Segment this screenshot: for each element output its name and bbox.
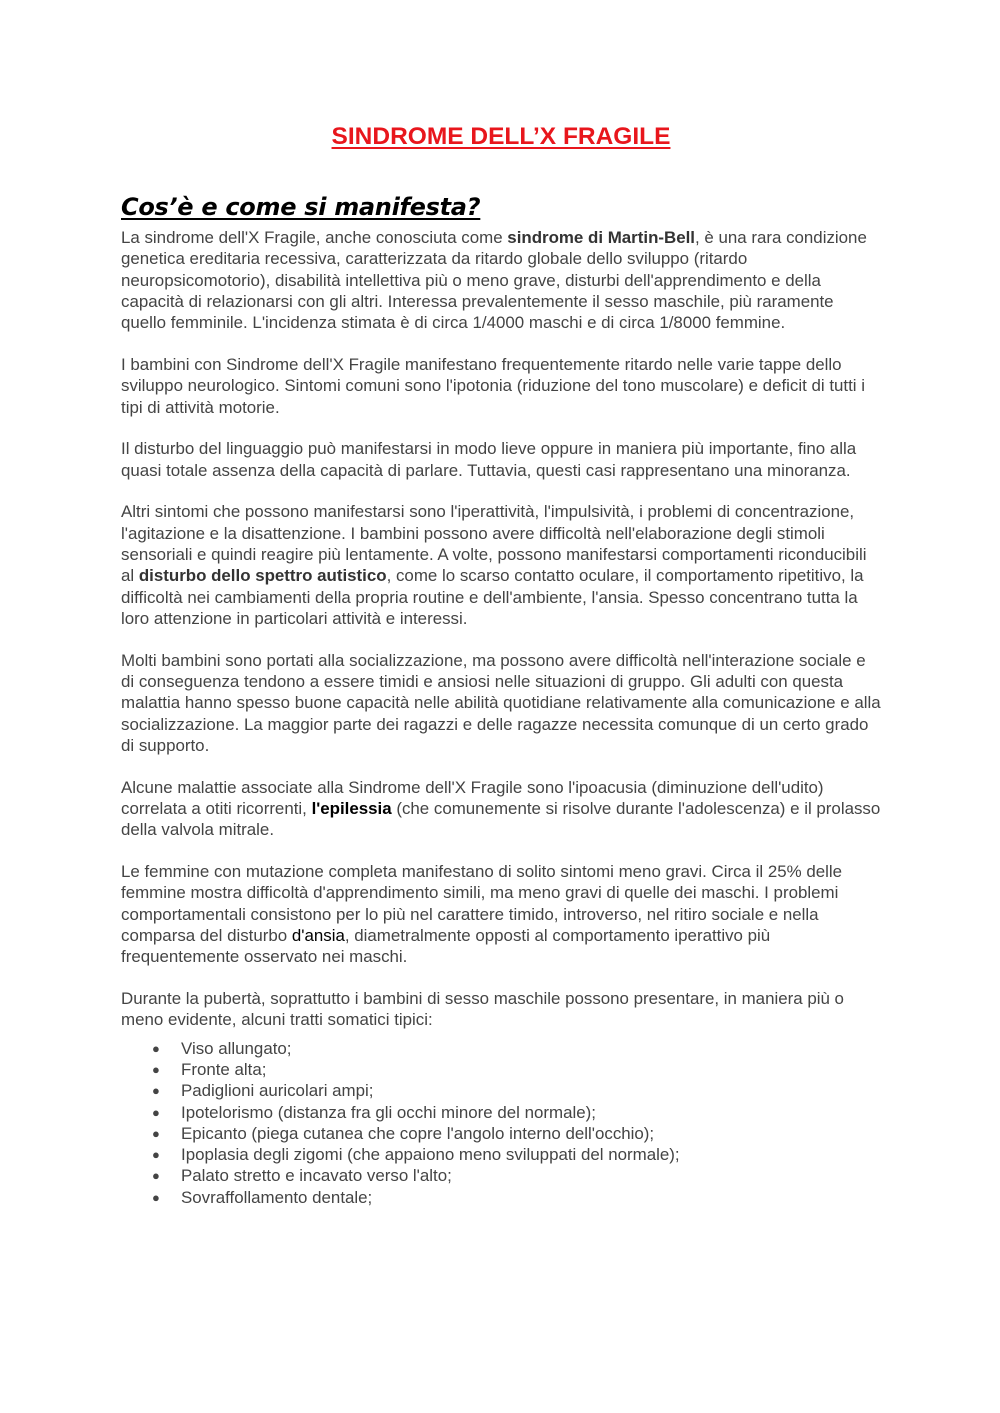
paragraph-text: Alcune malattie associate alla Sindrome dell'X Fragile sono l'ipoacusia (diminuzione dell'udito) correlata a otiti ricorrenti,	[121, 777, 824, 819]
document-title: SINDROME DELL’X FRAGILE	[331, 123, 671, 150]
list-item	[121, 1187, 881, 1208]
bullet-icon: ●	[152, 1125, 160, 1141]
bold-term-epilessia: l'epilessia	[311, 799, 392, 819]
list-item-text: Ipoplasia degli zigomi (che appaiono meno sviluppati del normale);	[181, 1145, 680, 1165]
paragraph-neurological-delay: I bambini con Sindrome dell'X Fragile manifestano frequentemente ritardo nelle varie tappe dello sviluppo neurologico. Sintomi comuni sono l'ipotonia (riduzione del tono muscolare) e deficit di tutti i tipi di attività motorie.	[121, 354, 865, 417]
list-item-text: Fronte alta;	[181, 1060, 267, 1079]
document-body	[121, 227, 881, 1208]
paragraph-females	[121, 861, 881, 967]
list-item-text: Ipotelorismo (distanza fra gli occhi minore del normale);	[181, 1102, 596, 1122]
list-item	[121, 1038, 881, 1059]
paragraph-socialization: Molti bambini sono portati alla socializzazione, ma possono avere difficoltà nell'interazione sociale e di conseguenza tendono a essere timidi e ansiosi nelle situazioni di gruppo. Gli adulti con questa malattia hanno spesso buone capacità nelle abilità quotidiane relativamente alla comunicazione e alla socializzazione. La maggior parte dei ragazzi e delle ragazze necessita comunque di un certo grado di supporto.	[121, 650, 881, 755]
paragraph-text: Altri sintomi che possono manifestarsi sono l'iperattività, l'impulsività, i problemi di concentrazione, l'agitazione e la disattenzione. I bambini possono avere difficoltà nell'elaborazione degli stimoli sensoriali e quindi reagire più lentamente. A volte, possono manifestarsi comportamenti riconducibili al	[121, 502, 867, 586]
paragraph-text: (che comunemente si risolve durante l'adolescenza) e il prolasso della valvola mitrale.	[121, 799, 881, 840]
paragraph-text: , come lo scarso contatto oculare, il comportamento ripetitivo, la difficoltà nei cambiamenti della propria routine e dell'ambiente, l'ansia. Spesso concentrano tutta la loro attenzione in particolari attività e interessi.	[121, 566, 864, 628]
list-item-text: Viso allungato;	[181, 1038, 292, 1058]
bullet-icon: ●	[152, 1083, 160, 1099]
paragraph-language: Il disturbo del linguaggio può manifestarsi in modo lieve oppure in maniera più importante, fino alla quasi totale assenza della capacità di parlare. Tuttavia, questi casi rappresentano una minoranza.	[121, 439, 857, 480]
bullet-icon: ●	[152, 1104, 160, 1120]
term-ansia: d'ansia	[291, 926, 345, 946]
paragraph-puberty: Durante la pubertà, soprattutto i bambini di sesso maschile possono presentare, in maniera più o meno evidente, alcuni tratti somatici tipici:	[121, 989, 844, 1030]
paragraph-text: , diametralmente opposti al comportamento iperattivo più frequentemente osservato nei maschi.	[121, 926, 771, 967]
bullet-icon: ●	[152, 1168, 160, 1184]
list-item	[121, 1080, 881, 1101]
bullet-icon: ●	[152, 1040, 160, 1056]
list-item	[121, 1102, 881, 1123]
paragraph-text: , è una rara condizione genetica ereditaria recessiva, caratterizzata da ritardo globale dello sviluppo (ritardo neuropsicomotorio), disabilità intellettiva più o meno grave, disturbi dell'apprendimento e della capacità di relazionarsi con gli altri. Interessa prevalentemente il sesso maschile, più raramente quello femminile. L'incidenza stimata è di circa 1/4000 maschi e di circa 1/8000 femmine.	[121, 228, 867, 333]
list-item	[121, 1123, 881, 1144]
list-item-text: Epicanto (piega cutanea che copre l'angolo interno dell'occhio);	[181, 1123, 655, 1143]
paragraph-other-symptoms	[121, 501, 881, 629]
paragraph-text: La sindrome dell'X Fragile, anche conosciuta come	[121, 228, 508, 247]
bullet-icon: ●	[152, 1189, 160, 1205]
section-heading: Cos’è e come si manifesta?	[121, 193, 481, 221]
bullet-icon: ●	[152, 1062, 160, 1077]
somatic-traits-list	[121, 1038, 881, 1208]
paragraph-text: Le femmine con mutazione completa manifestano di solito sintomi meno gravi. Circa il 25% delle femmine mostra difficoltà d'apprendimento simili, ma meno gravi di quelle dei maschi. I problemi comportamentali consistono per lo più nel carattere timido, introverso, nel ritiro sociale e nella comparsa del disturbo	[121, 862, 843, 946]
list-item	[121, 1144, 881, 1165]
list-item	[121, 1059, 881, 1080]
list-item-text: Sovraffollamento dentale;	[181, 1187, 373, 1207]
paragraph-associated-diseases	[121, 777, 881, 841]
list-item	[121, 1165, 881, 1186]
list-item-text: Padiglioni auricolari ampi;	[181, 1081, 374, 1101]
bold-term-autism-spectrum: disturbo dello spettro autistico	[138, 566, 387, 586]
list-item-text: Palato stretto e incavato verso l'alto;	[181, 1166, 452, 1186]
bold-term-martin-bell: sindrome di Martin-Bell	[507, 228, 695, 247]
bullet-icon: ●	[152, 1147, 160, 1163]
paragraph-intro	[121, 227, 881, 333]
